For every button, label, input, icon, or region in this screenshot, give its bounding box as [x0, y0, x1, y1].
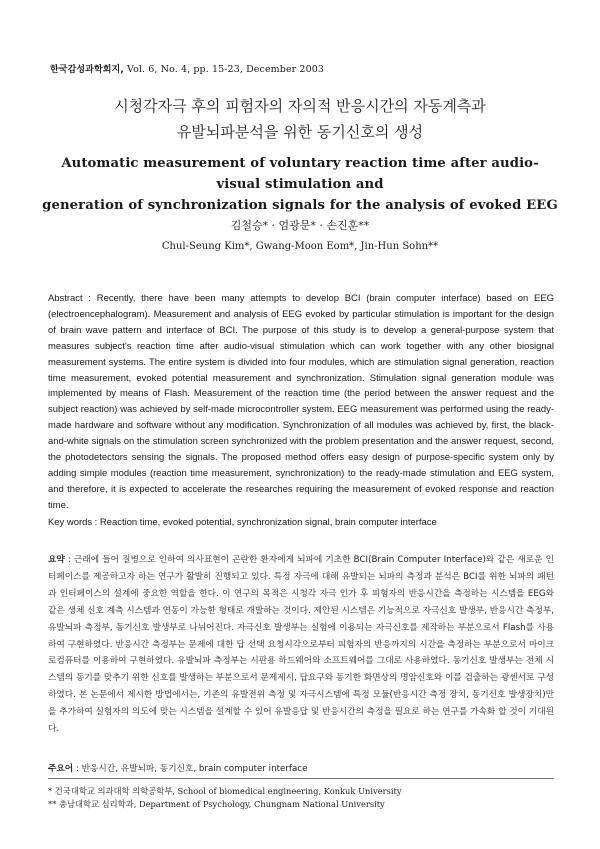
korean-keywords-label: 주요어	[48, 764, 74, 774]
footnote-affiliation-1: * 건국대학교 의과대학 의학공학부, School of biomedical engineering, Konkuk University	[48, 786, 402, 796]
korean-abstract	[48, 552, 554, 738]
korean-title-line-1: 시청각자극 후의 피험자의 자의적 반응시간의 자동계측과	[114, 97, 486, 115]
footnote-affiliation-2: ** 충남대학교 심리학과, Department of Psychology, Chungnam National University	[48, 799, 385, 810]
journal-volume-info: Vol. 6, No. 4, pp. 15-23, December 2003	[123, 64, 325, 75]
authors-english: Chul-Seung Kim*, Gwang-Moon Eom*, Jin-Hun Sohn**	[161, 241, 439, 252]
english-title	[40, 153, 560, 216]
korean-keywords-text: : 반응시간, 유발뇌파, 동기신호, brain computer interface	[73, 764, 308, 774]
abstract-text: : Recently, there have been many attempts to develop BCI (brain computer interface) based on EEG (electroencephalogram). Measurement and analysis of EEG evoked by particular stimulation is important for the design of brain wave pattern and interface of BCI. The purpose of this study is to develop a general-purpose system that measures subject's reaction time after audio-visual stimulation which can work together with any other biosignal measurement systems. The entire system is divided into four modules, which are stimulation signal generation, reaction time measurement, evoked potential measurement and synchronization. Stimulation signal generation module was implemented by means of Flash. Measurement of the reaction time (the period between the answer request and the subject reaction) was achieved by self-made microcontroller system. EEG measurement was performed using the ready-made hardware and software without any modification. Synchronization of all modules was achieved by, first, the black-and-white signals on the stimulation screen synchronized with the problem presentation and the answer request, second, the photodetectors sensing the signals. The proposed method offers easy design of purpose-specific system only by adding simple modules (reaction time measurement, synchronization) to the ready-made stimulation and EEG system, and therefore, it is expected to accelerate the researches requiring the measurement of evoked response and reaction time.	[48, 293, 554, 511]
footnotes	[48, 785, 554, 812]
korean-title-line-2: 유발뇌파분석을 위한 동기신호의 생성	[176, 123, 424, 141]
keywords-label: Key words	[48, 517, 93, 528]
abstract-label: Abstract	[48, 293, 83, 304]
korean-keywords	[48, 762, 554, 774]
journal-name: 한국감성과학회지,	[50, 65, 124, 75]
english-abstract	[48, 291, 554, 514]
korean-abstract-text: : 근래에 들어 질병으로 인하여 의사표현이 곤란한 환자에게 뇌파에 기초한 BCI(Brain Computer Interface)와 같은 새로운 인터페이스를 제공하고자 하는 연구가 활발히 진행되고 있다. 특정 자극에 대해 유발되는 뇌파의 측정과 분석은 BCI를 위한 뇌파의 패턴과 인터페이스의 설계에 중요한 역할을 한다. 이 연구의 목적은 시청각 자극 인가 후 피험자의 반응시간을 측정하는 시스템을 EEG와 같은 생체 신호 계측 시스템과 연동이 가능한 형태로 개발하는 것이다. 제안된 시스템은 기능적으로 자극신호 발생부, 반응시간 측정부, 유발뇌파 측정부, 동기신호 발생부로 나뉘어진다. 자극신호 발생부는 실험에 이용되는 자극신호를 제작하는 부분으로서 Flash를 사용하여 구현하였다. 반응시간 측정부는 문제에 대한 답 선택 요청시각으로부터 피험자의 반응까지의 시간을 측정하는 부분으로서 마이크로컴퓨터를 이용하여 구현하였다. 유발뇌파 측정부는 시판용 하드웨어와 소프트웨어를 그대로 사용하였다. 동기신호 발생부는 전체 시스템의 동기를 맞추기 위한 신호를 발생하는 부분으로서 문제제시, 답요구와 동기한 화면상의 명암신호와 이를 검출하는 광센서로 구성하였다. 본 논문에서 제시한 방법에서는, 기존의 유발전위 측정 및 자극시스템에 특정 모듈(반응시간 측정 장치, 동기신호 발생장치)만을 추가하여 실험자의 의도에 맞는 시스템을 설계할 수 있어 유발응답 및 반응시간의 측정을 필요로 하는 연구를 가속화 할 것이 기대된다.	[48, 555, 554, 735]
english-keywords	[48, 517, 554, 528]
footnote-divider	[48, 778, 554, 779]
authors-korean: 김철승* · 엄광문* · 손진훈**	[230, 219, 370, 232]
english-title-line-2: generation of synchronization signals for the analysis of evoked EEG	[42, 198, 558, 213]
english-title-line-1: Automatic measurement of voluntary reaction time after audio-visual stimulation and	[61, 156, 539, 192]
korean-abstract-label: 요약	[48, 555, 65, 565]
journal-citation	[50, 62, 324, 75]
keywords-text: : Reaction time, evoked potential, synchronization signal, brain computer interface	[92, 517, 437, 528]
korean-title	[60, 93, 540, 145]
